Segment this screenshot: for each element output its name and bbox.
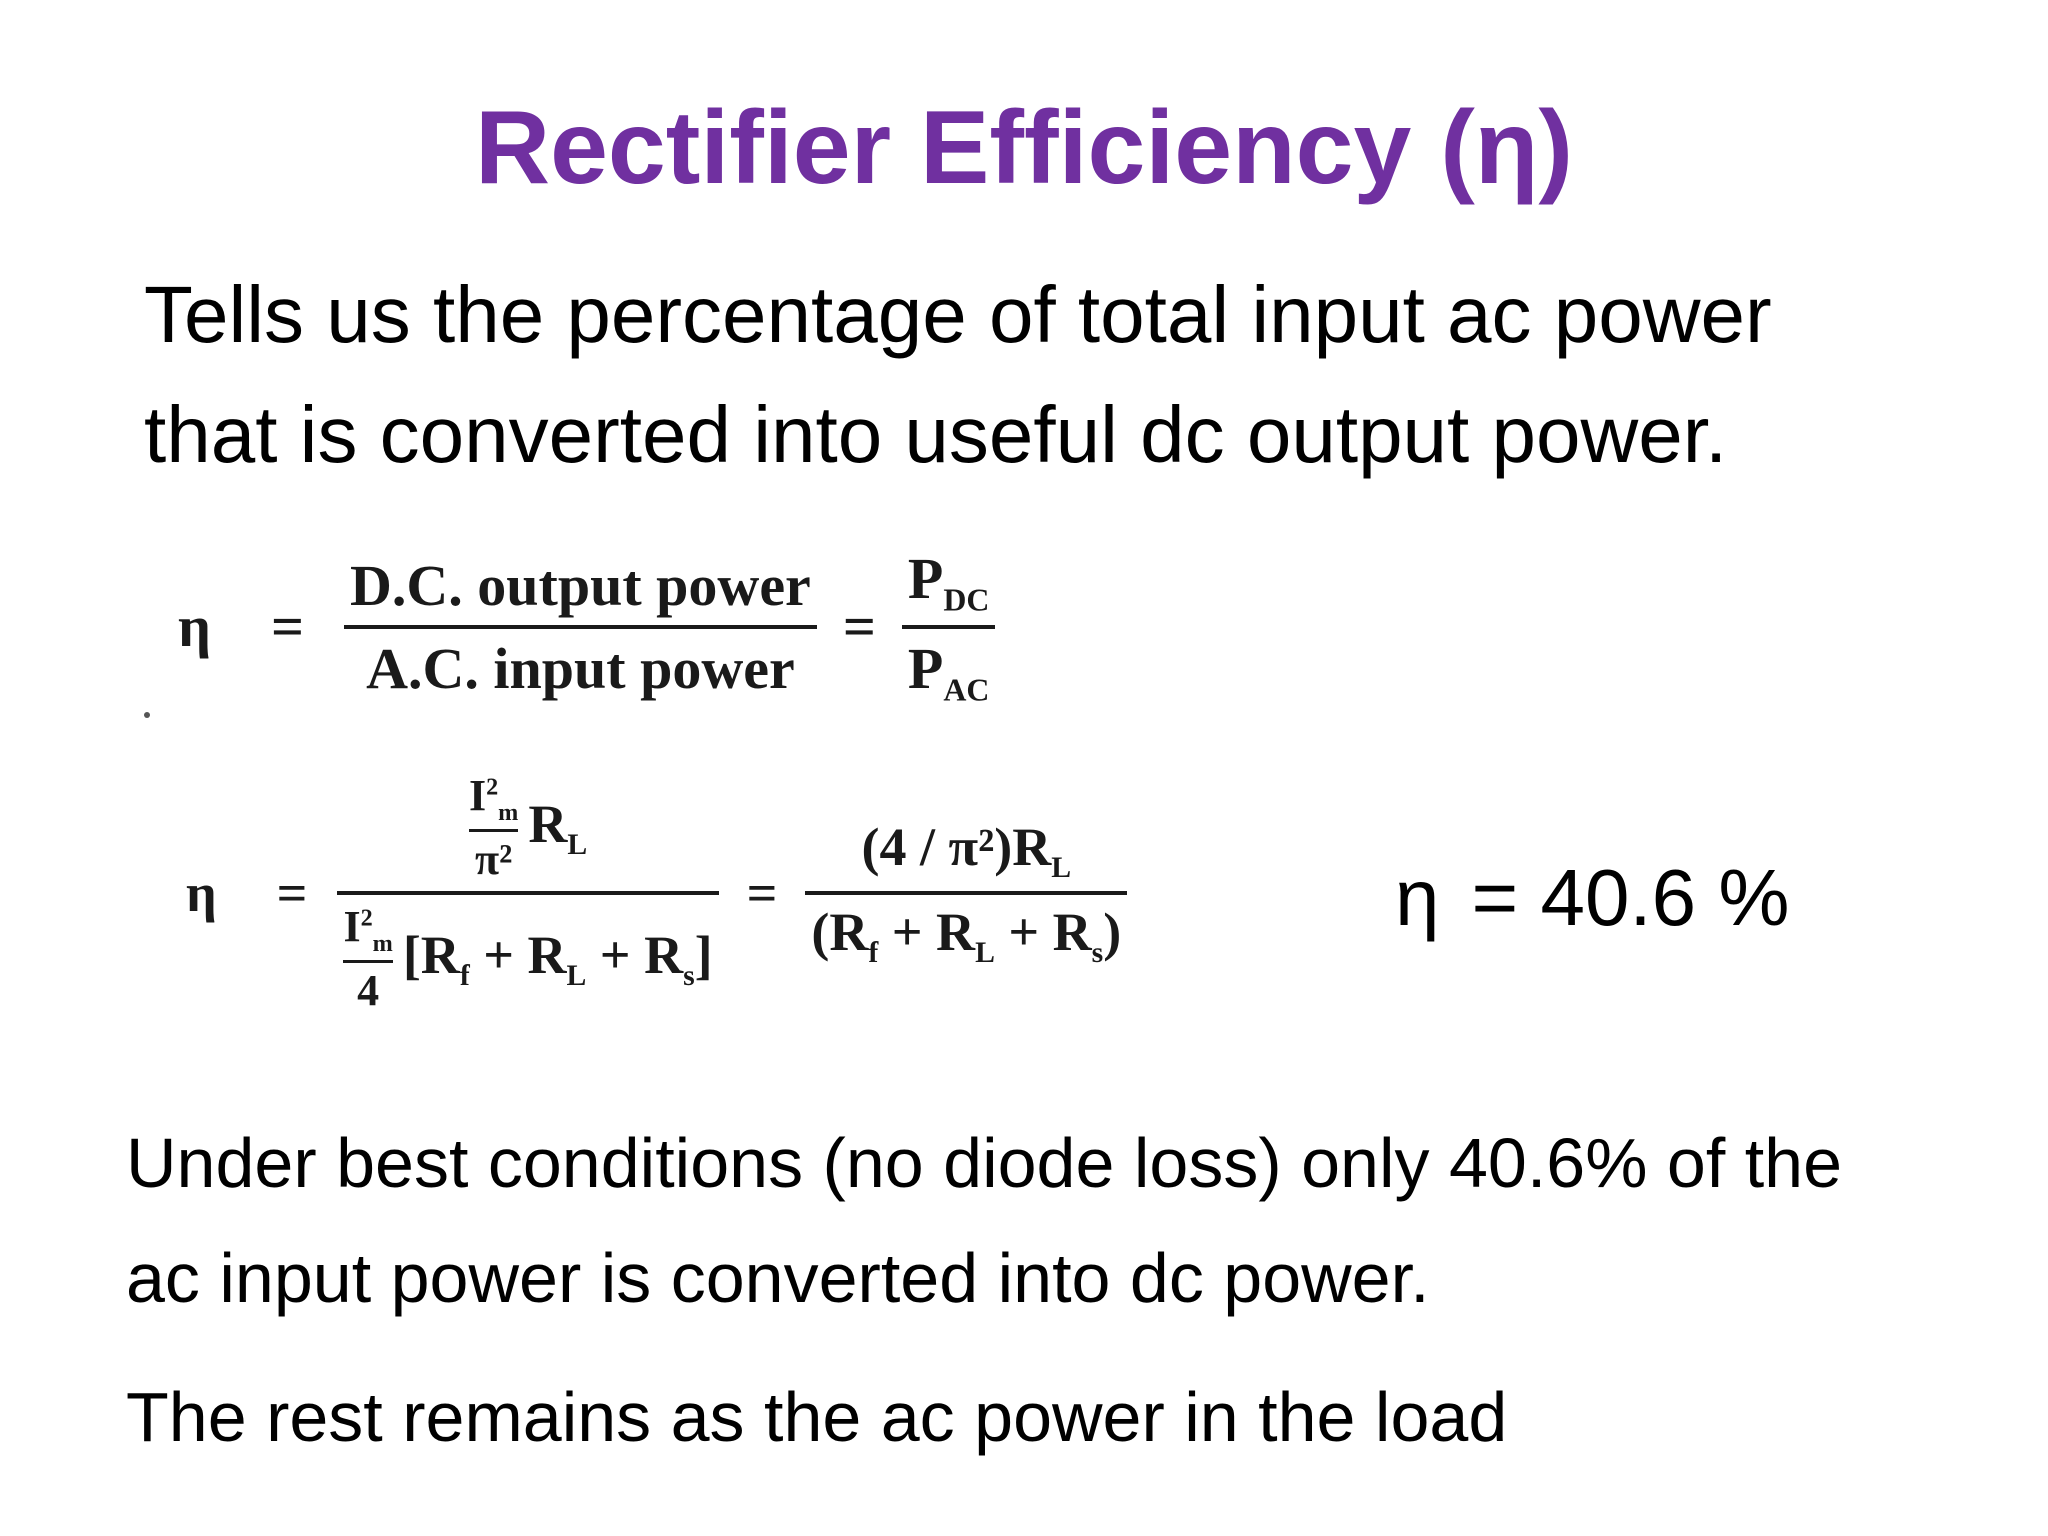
pdc-symbol: $P_{DC}$ (907, 546, 990, 618)
eta-symbol: η (1395, 853, 1440, 942)
simplified-denominator: $(R_f + R_L + R_s)$ (811, 901, 1122, 969)
pi-squared: π² (474, 834, 513, 884)
compound-fraction (337, 770, 718, 1016)
load-resistance: $R_L$ (528, 794, 588, 861)
slide-title: Rectifier Efficiency (η) (474, 90, 1574, 206)
conclusion-line-2: ac input power is converted into dc power. (126, 1239, 1430, 1317)
im-squared: $I^2_m$ (468, 771, 519, 826)
equals-sign: = (746, 862, 778, 923)
im-squared-over-pi-squared (469, 770, 518, 885)
denominator-ac-input-power: A.C. input power (366, 635, 795, 701)
conclusion-line-1: Under best conditions (no diode loss) only 40.6% of the (126, 1124, 1843, 1202)
fraction-bar (337, 891, 718, 895)
fraction-bar (344, 625, 817, 629)
simplified-fraction (805, 816, 1127, 970)
simplified-numerator: $(4 / \pi^2)R_L$ (861, 817, 1072, 884)
eta-symbol: η (178, 594, 211, 660)
compound-denominator (337, 901, 718, 1016)
intro-line-1: Tells us the percentage of total input ac power (144, 270, 1772, 359)
fraction-bar (343, 960, 392, 963)
efficiency-value: = 40.6 % (1471, 853, 1790, 942)
equals-sign: = (276, 862, 308, 923)
efficiency-derivation-equation (186, 770, 1127, 1016)
efficiency-definition-equation (178, 545, 995, 708)
numerator-dc-output-power: D.C. output power (350, 552, 811, 618)
stray-dot (144, 712, 150, 718)
power-ratio-fraction (344, 552, 817, 702)
fraction-bar (805, 891, 1127, 895)
im-squared-over-four (343, 901, 392, 1016)
pac-symbol: $P_{AC}$ (907, 635, 990, 708)
eta-symbol: η (186, 862, 217, 923)
pdc-over-pac-fraction (902, 545, 996, 708)
four: 4 (357, 965, 380, 1015)
compound-numerator (463, 770, 593, 885)
equals-sign: = (842, 594, 876, 660)
fraction-bar (902, 625, 996, 629)
efficiency-result (1395, 848, 1790, 948)
intro-line-2: that is converted into useful dc output power. (144, 390, 1728, 479)
resistance-sum-bracket: $[R_f + R_L + R_s]$ (402, 924, 713, 992)
fraction-bar (469, 829, 518, 832)
equals-sign: = (270, 594, 304, 660)
im-squared: $I^2_m$ (343, 901, 393, 957)
conclusion-line-3: The rest remains as the ac power in the load (126, 1378, 1508, 1456)
